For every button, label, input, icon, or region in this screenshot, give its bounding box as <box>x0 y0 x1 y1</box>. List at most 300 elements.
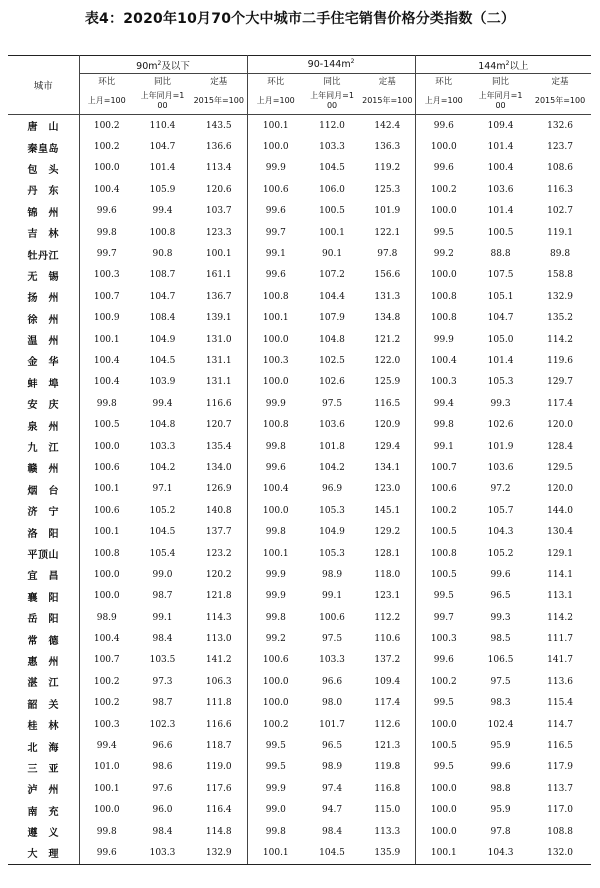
index-value: 98.4 <box>152 826 173 837</box>
index-value: 121.3 <box>360 735 415 756</box>
index-value: 100.1 <box>262 548 289 559</box>
index-value: 103.3 <box>134 842 191 864</box>
index-value: 100.8 <box>430 313 457 324</box>
index-value: 100.0 <box>430 270 457 281</box>
index-value: 116.6 <box>191 393 247 414</box>
index-value: 99.0 <box>265 805 286 816</box>
index-value: 131.0 <box>191 329 247 350</box>
index-value: 108.6 <box>547 163 573 174</box>
city-name: 南 充 <box>8 800 79 821</box>
table-row <box>8 521 591 542</box>
index-value: 99.7 <box>96 249 117 260</box>
index-value: 99.9 <box>265 591 286 602</box>
index-value: 137.7 <box>191 521 247 542</box>
table-row <box>8 693 591 714</box>
index-value: 100.0 <box>93 441 120 452</box>
index-value: 121.2 <box>360 329 415 350</box>
index-value: 107.2 <box>319 270 345 281</box>
index-value: 100.4 <box>262 484 289 495</box>
index-value: 104.3 <box>487 527 514 538</box>
index-value: 99.8 <box>265 612 286 623</box>
index-value: 100.6 <box>93 462 120 473</box>
index-value: 104.5 <box>149 527 176 538</box>
index-value: 100.7 <box>93 291 120 302</box>
subheader-mom: 环比 <box>435 77 453 87</box>
index-value: 120.2 <box>191 564 247 585</box>
table-row <box>8 158 591 179</box>
index-value: 103.6 <box>487 462 514 473</box>
index-value: 123.2 <box>191 543 247 564</box>
index-value: 112.2 <box>360 607 415 628</box>
index-value: 114.2 <box>547 612 573 623</box>
index-value: 119.1 <box>547 227 573 238</box>
index-value: 98.4 <box>152 634 173 645</box>
index-value: 113.7 <box>547 783 573 794</box>
index-value: 132.6 <box>547 120 573 131</box>
table-row <box>8 735 591 756</box>
city-name: 济 宁 <box>8 500 79 521</box>
table-row <box>8 372 591 393</box>
index-value: 123.7 <box>547 142 573 153</box>
table-row <box>8 243 591 264</box>
index-value: 115.4 <box>547 698 573 709</box>
index-value: 99.5 <box>433 762 454 773</box>
subheader-yoy: 同比 <box>492 77 510 87</box>
index-value: 100.1 <box>247 842 304 864</box>
index-value: 89.8 <box>550 249 571 260</box>
index-value: 119.8 <box>360 757 415 778</box>
index-value: 105.0 <box>487 334 514 345</box>
index-value: 98.3 <box>490 698 511 709</box>
index-value: 99.8 <box>96 398 117 409</box>
index-value: 96.9 <box>322 484 343 495</box>
index-value: 114.2 <box>547 334 573 345</box>
index-value: 161.1 <box>191 265 247 286</box>
index-value: 100.0 <box>93 569 120 580</box>
index-value: 100.7 <box>430 462 457 473</box>
city-name: 金 华 <box>8 350 79 371</box>
index-value: 100.4 <box>93 184 120 195</box>
table-row <box>8 842 591 864</box>
index-value: 104.5 <box>319 163 345 174</box>
index-value: 136.3 <box>360 136 415 157</box>
index-value: 100.5 <box>93 420 120 431</box>
index-value: 143.5 <box>191 115 247 137</box>
index-value: 139.1 <box>191 308 247 329</box>
table-row <box>8 607 591 628</box>
index-value: 112.0 <box>319 120 345 131</box>
index-value: 99.5 <box>265 741 286 752</box>
index-value: 97.1 <box>152 484 173 495</box>
index-value: 105.3 <box>319 505 345 516</box>
city-name: 桂 林 <box>8 714 79 735</box>
index-value: 126.9 <box>191 479 247 500</box>
table-row <box>8 714 591 735</box>
index-value: 99.8 <box>265 441 286 452</box>
index-value: 101.0 <box>93 762 120 773</box>
table-row <box>8 650 591 671</box>
index-value: 104.5 <box>304 842 360 864</box>
index-value: 116.3 <box>547 184 573 195</box>
index-value: 136.7 <box>191 286 247 307</box>
index-value: 116.5 <box>547 741 573 752</box>
index-value: 100.1 <box>93 484 120 495</box>
index-value: 99.9 <box>265 783 286 794</box>
table-row <box>8 286 591 307</box>
index-value: 100.1 <box>93 527 120 538</box>
table-row <box>8 265 591 286</box>
index-value: 105.3 <box>487 377 514 388</box>
base-label-yoy: 上年同月=1 00 <box>304 88 360 115</box>
index-value: 100.2 <box>93 120 120 131</box>
index-value: 129.1 <box>547 548 573 559</box>
index-value: 101.4 <box>487 355 514 366</box>
index-value: 113.3 <box>360 821 415 842</box>
table-row <box>8 586 591 607</box>
index-value: 134.8 <box>360 308 415 329</box>
index-value: 100.0 <box>430 783 457 794</box>
city-name: 常 德 <box>8 628 79 649</box>
index-value: 99.1 <box>322 591 343 602</box>
index-value: 107.9 <box>319 313 345 324</box>
table-row <box>8 500 591 521</box>
base-label-base: 2015年=100 <box>191 88 247 115</box>
index-value: 113.6 <box>547 676 573 687</box>
city-name: 锦 州 <box>8 201 79 222</box>
index-value: 106.0 <box>319 184 345 195</box>
table-row <box>8 457 591 478</box>
index-value: 96.6 <box>322 676 343 687</box>
index-value: 105.2 <box>487 548 514 559</box>
index-value: 137.2 <box>360 650 415 671</box>
index-value: 106.5 <box>487 655 514 666</box>
index-value: 128.1 <box>360 543 415 564</box>
index-value: 95.9 <box>490 805 511 816</box>
index-value: 100.4 <box>487 163 514 174</box>
index-value: 119.2 <box>360 158 415 179</box>
index-value: 97.3 <box>152 676 173 687</box>
index-value: 100.2 <box>93 676 120 687</box>
index-value: 129.4 <box>360 436 415 457</box>
index-value: 100.4 <box>93 634 120 645</box>
index-value: 105.7 <box>487 505 514 516</box>
index-value: 104.2 <box>149 462 176 473</box>
table-row <box>8 778 591 799</box>
index-value: 105.3 <box>319 548 345 559</box>
index-value: 100.6 <box>93 505 120 516</box>
index-value: 120.0 <box>547 420 573 431</box>
index-value: 103.6 <box>487 184 514 195</box>
index-value: 119.0 <box>191 757 247 778</box>
index-value: 100.8 <box>93 548 120 559</box>
base-label-mom: 上月=100 <box>247 88 304 115</box>
table-row <box>8 543 591 564</box>
index-value: 100.0 <box>262 334 289 345</box>
city-name: 丹 东 <box>8 179 79 200</box>
index-value: 98.4 <box>322 826 343 837</box>
index-value: 96.0 <box>152 805 173 816</box>
city-name: 蚌 埠 <box>8 372 79 393</box>
table-row <box>8 671 591 692</box>
index-value: 100.0 <box>262 505 289 516</box>
index-value: 114.7 <box>547 719 573 730</box>
index-value: 118.0 <box>360 564 415 585</box>
index-value: 100.1 <box>93 334 120 345</box>
city-name: 九 江 <box>8 436 79 457</box>
index-value: 100.1 <box>319 227 345 238</box>
index-value: 158.8 <box>547 270 573 281</box>
city-name: 三 亚 <box>8 757 79 778</box>
index-value: 97.5 <box>322 634 343 645</box>
city-name: 唐 山 <box>8 115 79 137</box>
city-name: 惠 州 <box>8 650 79 671</box>
index-value: 88.8 <box>490 249 511 260</box>
index-value: 131.3 <box>360 286 415 307</box>
index-value: 103.6 <box>319 420 345 431</box>
index-value: 125.9 <box>360 372 415 393</box>
subheader-mom: 环比 <box>267 77 285 87</box>
subheader-base: 定基 <box>191 74 247 89</box>
city-name: 赣 州 <box>8 457 79 478</box>
index-value: 105.9 <box>149 184 176 195</box>
index-value: 99.6 <box>490 762 511 773</box>
index-value: 101.4 <box>487 142 514 153</box>
index-value: 101.9 <box>360 201 415 222</box>
base-label-mom: 上月=100 <box>415 88 472 115</box>
index-value: 101.7 <box>319 719 345 730</box>
index-value: 101.8 <box>319 441 345 452</box>
index-value: 100.3 <box>93 270 120 281</box>
table-row <box>8 350 591 371</box>
index-value: 122.1 <box>360 222 415 243</box>
index-value: 99.4 <box>96 741 117 752</box>
index-value: 130.4 <box>547 527 573 538</box>
table-row <box>8 757 591 778</box>
index-value: 116.4 <box>191 800 247 821</box>
index-value: 99.9 <box>265 398 286 409</box>
index-value: 99.1 <box>265 249 286 260</box>
index-value: 113.0 <box>191 628 247 649</box>
index-value: 90.1 <box>322 249 343 260</box>
index-value: 98.8 <box>490 783 511 794</box>
index-value: 100.9 <box>93 313 120 324</box>
index-value: 99.8 <box>96 826 117 837</box>
index-value: 108.8 <box>547 826 573 837</box>
city-name: 岳 阳 <box>8 607 79 628</box>
index-value: 145.1 <box>360 500 415 521</box>
table-row <box>8 393 591 414</box>
subheader-mom: 环比 <box>98 77 116 87</box>
index-value: 100.5 <box>430 527 457 538</box>
price-index-table <box>8 55 591 865</box>
index-value: 132.0 <box>529 842 591 864</box>
index-value: 141.2 <box>191 650 247 671</box>
index-value: 123.3 <box>191 222 247 243</box>
index-value: 114.8 <box>191 821 247 842</box>
index-value: 100.8 <box>262 291 289 302</box>
index-value: 99.8 <box>265 826 286 837</box>
index-value: 104.7 <box>149 291 176 302</box>
index-value: 96.5 <box>490 591 511 602</box>
index-value: 103.3 <box>319 655 345 666</box>
city-name: 扬 州 <box>8 286 79 307</box>
index-value: 98.7 <box>152 591 173 602</box>
index-value: 134.0 <box>191 457 247 478</box>
index-value: 116.8 <box>360 778 415 799</box>
group-header-90-144: $90-144m^2$ <box>247 56 415 74</box>
table-row <box>8 136 591 157</box>
index-value: 99.2 <box>433 249 454 260</box>
index-value: 100.0 <box>262 377 289 388</box>
index-value: 100.0 <box>93 805 120 816</box>
index-value: 100.5 <box>430 741 457 752</box>
index-value: 100.5 <box>319 206 345 217</box>
index-value: 135.4 <box>191 436 247 457</box>
index-value: 102.7 <box>547 206 573 217</box>
index-value: 100.8 <box>262 420 289 431</box>
index-value: 97.4 <box>322 783 343 794</box>
city-name: 安 庆 <box>8 393 79 414</box>
index-value: 99.6 <box>433 655 454 666</box>
index-value: 125.3 <box>360 179 415 200</box>
index-value: 99.9 <box>433 334 454 345</box>
index-value: 117.9 <box>547 762 573 773</box>
index-value: 99.5 <box>265 762 286 773</box>
city-name: 宜 昌 <box>8 564 79 585</box>
table-row <box>8 628 591 649</box>
base-label-base: 2015年=100 <box>360 88 415 115</box>
index-value: 105.4 <box>149 548 176 559</box>
city-name: 大 理 <box>8 842 79 864</box>
index-value: 99.4 <box>152 398 173 409</box>
index-value: 95.9 <box>490 741 511 752</box>
table-row <box>8 821 591 842</box>
index-value: 141.7 <box>547 655 573 666</box>
index-value: 98.5 <box>490 634 511 645</box>
index-value: 118.7 <box>191 735 247 756</box>
table-body <box>8 115 591 865</box>
index-value: 116.5 <box>360 393 415 414</box>
index-value: 99.1 <box>433 441 454 452</box>
index-value: 100.6 <box>430 484 457 495</box>
index-value: 99.6 <box>433 120 454 131</box>
city-name: 无 锡 <box>8 265 79 286</box>
index-value: 100.3 <box>430 634 457 645</box>
index-value: 100.4 <box>93 355 120 366</box>
index-value: 97.5 <box>490 676 511 687</box>
index-value: 100.2 <box>430 505 457 516</box>
index-value: 104.2 <box>319 462 345 473</box>
table-row <box>8 800 591 821</box>
index-value: 98.6 <box>152 762 173 773</box>
index-value: 99.6 <box>433 163 454 174</box>
index-value: 100.1 <box>262 313 289 324</box>
index-value: 99.6 <box>265 206 286 217</box>
index-value: 100.1 <box>415 842 472 864</box>
index-value: 104.7 <box>149 142 176 153</box>
index-value: 100.0 <box>262 698 289 709</box>
index-value: 134.1 <box>360 457 415 478</box>
subheader-yoy: 同比 <box>323 77 341 87</box>
index-value: 107.5 <box>487 270 514 281</box>
index-value: 140.8 <box>191 500 247 521</box>
index-value: 100.6 <box>319 612 345 623</box>
index-value: 100.2 <box>430 676 457 687</box>
index-value: 106.3 <box>191 671 247 692</box>
index-value: 99.8 <box>265 527 286 538</box>
index-value: 100.0 <box>262 142 289 153</box>
index-value: 114.1 <box>547 569 573 580</box>
table-row <box>8 436 591 457</box>
index-value: 100.5 <box>487 227 514 238</box>
index-value: 100.3 <box>262 355 289 366</box>
city-name: 包 头 <box>8 158 79 179</box>
index-value: 100.0 <box>430 826 457 837</box>
index-value: 99.8 <box>433 420 454 431</box>
city-column-header: 城市 <box>8 56 79 115</box>
city-name: 洛 阳 <box>8 521 79 542</box>
index-value: 144.0 <box>547 505 573 516</box>
index-value: 113.4 <box>191 158 247 179</box>
table-row <box>8 564 591 585</box>
index-value: 104.9 <box>149 334 176 345</box>
index-value: 98.0 <box>322 698 343 709</box>
index-value: 101.4 <box>149 163 176 174</box>
index-value: 100.1 <box>93 783 120 794</box>
city-name: 遵 义 <box>8 821 79 842</box>
index-value: 115.0 <box>360 800 415 821</box>
base-label-yoy: 上年同月=1 00 <box>472 88 529 115</box>
index-value: 131.1 <box>191 350 247 371</box>
index-value: 108.7 <box>149 270 176 281</box>
index-value: 99.8 <box>96 227 117 238</box>
base-label-base: 2015年=100 <box>529 88 591 115</box>
index-value: 116.6 <box>191 714 247 735</box>
index-value: 90.8 <box>152 249 173 260</box>
subheader-base: 定基 <box>360 74 415 89</box>
index-value: 102.3 <box>149 719 176 730</box>
index-value: 99.5 <box>433 698 454 709</box>
index-value: 119.6 <box>547 355 573 366</box>
index-value: 104.5 <box>149 355 176 366</box>
index-value: 103.9 <box>149 377 176 388</box>
index-value: 132.9 <box>191 842 247 864</box>
index-value: 117.0 <box>547 805 573 816</box>
index-value: 100.1 <box>262 120 289 131</box>
index-value: 100.8 <box>430 548 457 559</box>
index-value: 100.2 <box>430 184 457 195</box>
index-value: 112.6 <box>360 714 415 735</box>
index-value: 121.8 <box>191 586 247 607</box>
table-title: 表4：2020年10月70个大中城市二手住宅销售价格分类指数（二） <box>84 11 516 27</box>
index-value: 99.6 <box>265 270 286 281</box>
index-value: 111.8 <box>191 693 247 714</box>
index-value: 99.3 <box>490 612 511 623</box>
city-name: 泸 州 <box>8 778 79 799</box>
index-value: 100.6 <box>262 184 289 195</box>
index-value: 98.9 <box>322 569 343 580</box>
index-value: 110.6 <box>360 628 415 649</box>
index-value: 100.6 <box>262 655 289 666</box>
table-row <box>8 179 591 200</box>
index-value: 100.3 <box>93 719 120 730</box>
index-value: 99.4 <box>152 206 173 217</box>
index-value: 98.7 <box>152 698 173 709</box>
city-name: 韶 关 <box>8 693 79 714</box>
index-value: 104.8 <box>149 420 176 431</box>
index-value: 100.5 <box>430 569 457 580</box>
table-row <box>8 222 591 243</box>
